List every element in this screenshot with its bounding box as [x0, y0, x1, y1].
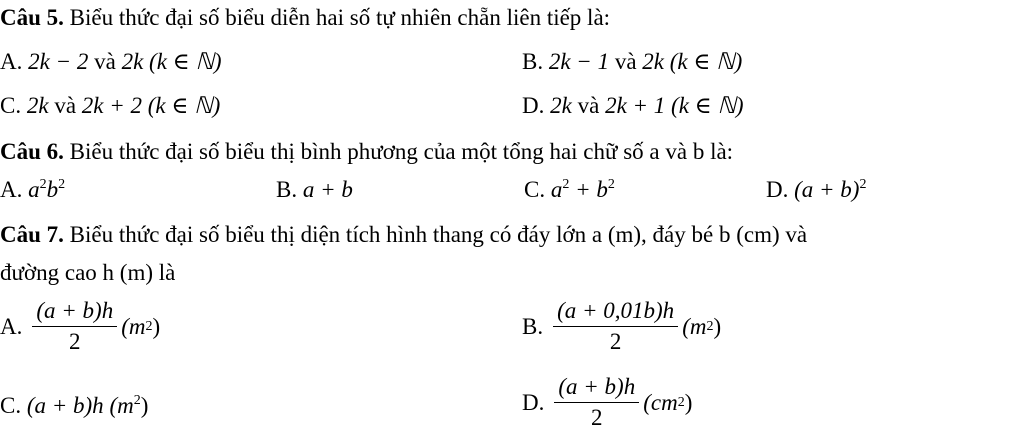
q6-stem	[0, 138, 733, 166]
q7-option-c	[0, 392, 148, 420]
q5-b-cond: (k ∈ ℕ)	[669, 49, 743, 74]
q7-a-denominator: 2	[69, 329, 81, 354]
q7-a-label: A.	[0, 313, 23, 339]
q5-a-expr: 2k − 2	[28, 49, 89, 74]
q7-stem	[0, 221, 807, 249]
q5-d-expr2: 2k + 1	[605, 93, 666, 118]
q6-option-a	[0, 176, 65, 204]
q7-option-a: A. $\frac{(a + b)h}{2}$ (m 2 )	[0, 298, 161, 354]
q7-stem-line2: đường cao h (m) là	[0, 260, 176, 285]
q6-option-d	[766, 176, 866, 204]
q7-text: Biểu thức đại số biểu thị diện tích hình thang có đáy lớn a (m), đáy bé b (cm) và	[63, 222, 808, 247]
q7-b-fraction	[553, 298, 678, 355]
q6-a-expr2: b	[46, 177, 59, 202]
q7-d-unit: (cm	[643, 389, 678, 415]
q7-b-denominator: 2	[609, 329, 622, 354]
q7-c-unit: (m	[103, 393, 134, 418]
q6-c-sup1: 2	[562, 177, 570, 192]
q5-d-cond: (k ∈ ℕ)	[671, 93, 744, 118]
q7-b-numerator: (a + 0,01b)h	[553, 298, 678, 327]
q6-c-expr2: + b	[569, 177, 608, 202]
q5-c-label: C.	[0, 93, 22, 118]
q5-option-b	[522, 48, 742, 76]
q5-c-cond: (k ∈ ℕ)	[147, 93, 221, 118]
q7-d-label: D.	[522, 389, 545, 415]
q5-a-label: A.	[0, 49, 23, 74]
q5-b-expr: 2k − 1	[548, 49, 610, 74]
q7-c-unit-sup: 2	[133, 393, 141, 408]
q5-b-label: B.	[522, 49, 544, 74]
q6-a-sup1: 2	[39, 177, 47, 192]
q5-a-cond: (k ∈ ℕ)	[149, 49, 222, 74]
q6-c-sup2: 2	[607, 177, 615, 192]
q6-b-expr: a + b	[302, 177, 353, 202]
q7-b-unit: (m	[682, 313, 707, 339]
q5-stem	[0, 4, 610, 32]
q5-d-label: D.	[522, 93, 545, 118]
q5-a-conj: và	[88, 49, 122, 74]
q6-c-expr: a	[550, 177, 563, 202]
q5-c-expr: 2k	[26, 93, 49, 118]
q7-option-b: B. $\frac{(a + 0,01b)h}{2}$ (m 2 )	[522, 298, 722, 354]
q7-d-numerator: (a + b)h	[554, 374, 639, 403]
q6-option-b	[276, 176, 353, 204]
q6-d-expr: (a + b)	[794, 177, 860, 202]
q6-d-label: D.	[766, 177, 789, 202]
q5-option-d	[522, 92, 744, 120]
q7-a-fraction	[32, 298, 117, 355]
q6-label: Câu 6.	[0, 139, 64, 164]
q5-option-a	[0, 48, 222, 76]
q6-a-expr: a	[28, 177, 40, 202]
q5-option-c	[0, 92, 220, 120]
q5-a-expr2: 2k	[121, 49, 144, 74]
q6-a-label: A.	[0, 177, 23, 202]
q5-b-conj: và	[609, 49, 643, 74]
q7-label: Câu 7.	[0, 222, 64, 247]
q5-c-expr2: 2k + 2	[81, 93, 143, 118]
q7-d-unit-end: )	[684, 389, 693, 415]
q6-b-label: B.	[276, 177, 298, 202]
q7-a-unit: (m	[121, 313, 146, 339]
q5-d-expr: 2k	[550, 93, 572, 118]
q6-c-label: C.	[524, 177, 546, 202]
q7-b-unit-end: )	[713, 313, 722, 339]
q7-c-label: C.	[0, 393, 22, 418]
q7-b-label: B.	[522, 313, 544, 339]
q7-d-denominator: 2	[591, 405, 603, 430]
q6-d-sup1: 2	[859, 177, 867, 192]
q5-d-conj: và	[571, 93, 606, 118]
q6-a-sup2: 2	[58, 177, 66, 192]
q5-text: Biểu thức đại số biểu diễn hai số tự nhiên chẵn liên tiếp là:	[63, 5, 611, 30]
q5-b-expr2: 2k	[642, 49, 665, 74]
q7-c-unit-end: )	[140, 393, 149, 418]
q7-a-unit-end: )	[152, 313, 161, 339]
q5-label: Câu 5.	[0, 5, 64, 30]
q6-text: Biểu thức đại số biểu thị bình phương của một tổng hai chữ số a và b là:	[63, 139, 734, 164]
q6-option-c	[524, 176, 615, 204]
q5-c-conj: và	[48, 93, 82, 118]
q7-d-fraction	[554, 374, 639, 431]
q7-a-numerator: (a + b)h	[32, 298, 117, 327]
q7-option-d: D. $\frac{(a + b)h}{2}$ (cm 2 )	[522, 374, 693, 430]
q7-c-expr: (a + b)h	[26, 393, 104, 418]
